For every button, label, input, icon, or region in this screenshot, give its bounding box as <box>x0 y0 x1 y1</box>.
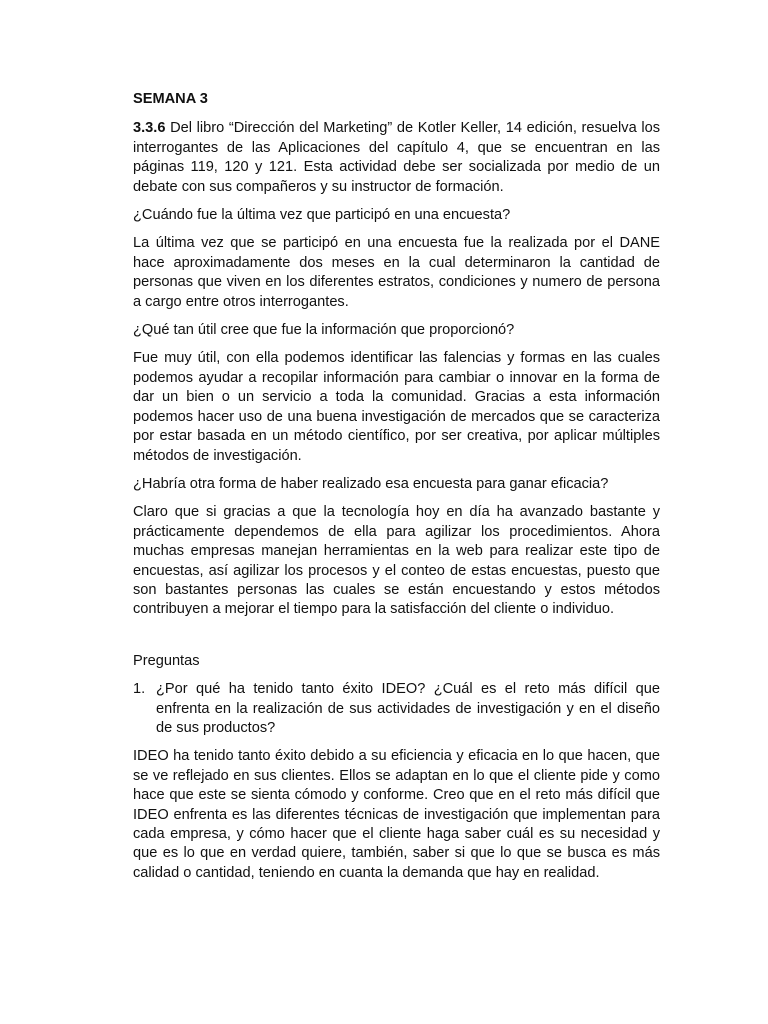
numbered-answer: IDEO ha tenido tanto éxito debido a su eficiencia y eficacia en lo que hacen, que se ve reflejado en sus clientes. Ellos se adaptan en lo que el cliente pide y como hace que este se sienta cómodo y conforme. Creo que en el reto más difícil que IDEO enfrenta es las diferentes técnicas de investigación que implementan para cada empresa, y cómo hacer que el cliente haga saber cuál es su necesidad y que es lo que en verdad quiere, también, saber si que lo que se busca es más calidad o cantidad, teniendo en cuanta la demanda que hay en realidad. <box>133 748 660 881</box>
week-heading: SEMANA 3 <box>133 91 208 107</box>
answer-2: Fue muy útil, con ella podemos identificar las falencias y formas en las cuales podemos ayudar a recopilar información para cambiar o innovar en la forma de dar un bien o un servicio a toda la comunidad. Gracias a esta información podemos hacer uso de una buena investigación de mercados que se caracteriza por estar basada en un método científico, por ser creativa, por aplicar múltiples métodos de investigación. <box>133 350 660 464</box>
numbered-question-text: ¿Por qué ha tenido tanto éxito IDEO? ¿Cuál es el reto más difícil que enfrenta en la realización de sus actividades de investigación y en el diseño de sus productos? <box>156 681 660 736</box>
document-content <box>133 90 660 892</box>
question-number: 1. <box>133 681 146 698</box>
activity-text: Del libro “Dirección del Marketing” de Kotler Keller, 14 edición, resuelva los interrogantes de las Aplicaciones del capítulo 4, que se encuentran en las páginas 119, 120 y 121. Esta actividad debe ser socializada por medio de un debate con sus compañeros y su instructor de formación. <box>133 120 660 195</box>
preguntas-title: Preguntas <box>133 652 200 669</box>
numbered-question <box>133 680 660 738</box>
answer-3: Claro que si gracias a que la tecnología hoy en día ha avanzado bastante y prácticamente dependemos de ella para agilizar los procedimientos. Ahora muchas empresas manejan herramientas en la web para realizar este tipo de encuestas, así agilizar los procesos y el conteo de estas encuestas, puesto que son bastantes personas las cuales se están encuestando y estos métodos contribuyen a mejorar el tiempo para la satisfacción del cliente o individuo. <box>133 504 660 618</box>
question-3: ¿Habría otra forma de haber realizado esa encuesta para ganar eficacia? <box>133 475 609 492</box>
question-1: ¿Cuándo fue la última vez que participó en una encuesta? <box>133 207 511 224</box>
activity-intro <box>133 119 660 197</box>
answer-1: La última vez que se participó en una encuesta fue la realizada por el DANE hace aproximadamente dos meses en la cual determinaron la cantidad de personas que viven en los diferentes estratos, condiciones y numero de persona a cargo entre otros interrogantes. <box>133 235 660 310</box>
activity-number: 3.3.6 <box>133 120 166 137</box>
question-2: ¿Qué tan útil cree que fue la información que proporcionó? <box>133 322 515 339</box>
